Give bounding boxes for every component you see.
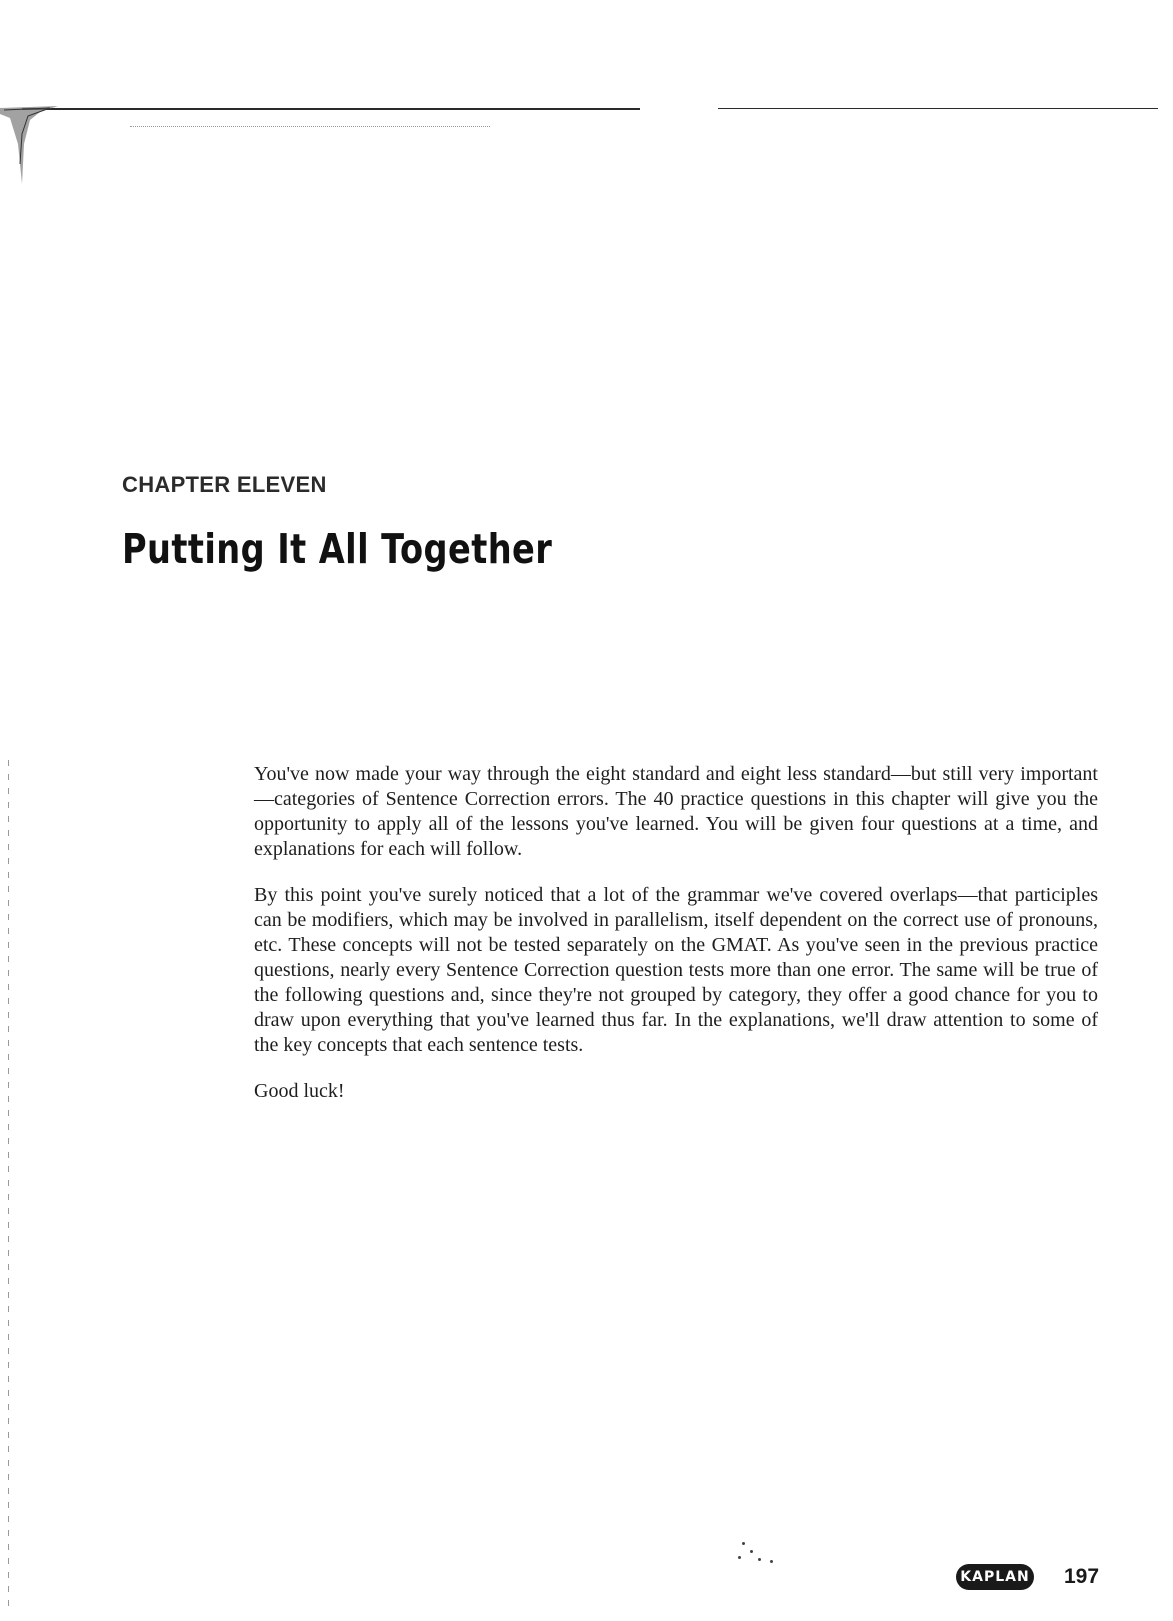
chapter-intro bbox=[254, 762, 1098, 1125]
scan-speck bbox=[742, 1542, 745, 1545]
header-dotted-line bbox=[130, 126, 490, 129]
intro-paragraph-2: By this point you've surely noticed that a lot of the grammar we've covered overlaps—that participles can be modifiers, which may be involved in parallelism, itself dependent on the correct use of pronouns, etc. These concepts will not be tested separately on the GMAT. As you've seen in the previous practice questions, nearly every Sentence Correction question tests more than one error. The same will be true of the following questions and, since they're not grouped by category, they offer a good chance for you to draw upon everything that you've learned thus far. In the explanations, we'll draw attention to some of the key concepts that each sentence tests. bbox=[254, 884, 1098, 1056]
scan-speck bbox=[770, 1560, 773, 1563]
page-footer bbox=[956, 1562, 1099, 1592]
scan-edge-line bbox=[8, 760, 9, 1610]
header-rule-right bbox=[718, 108, 1158, 109]
scan-speck bbox=[750, 1550, 753, 1553]
intro-paragraph-1: You've now made your way through the eight standard and eight less standard—but still very important—categories of Sentence Correction errors. The 40 practice questions in this chapter will give you the opportunity to apply all of the lessons you've learned. You will be given four questions at a time, and explanations for each will follow. bbox=[254, 763, 1098, 860]
scan-speck bbox=[758, 1558, 761, 1561]
intro-paragraph-3: Good luck! bbox=[254, 1080, 345, 1102]
header-rule-left bbox=[22, 108, 640, 110]
scan-speck bbox=[738, 1556, 741, 1559]
chapter-title: Putting It All Together bbox=[122, 525, 553, 573]
corner-mark bbox=[0, 104, 60, 194]
kaplan-logo: KAPLAN bbox=[956, 1564, 1034, 1590]
chapter-label: CHAPTER ELEVEN bbox=[122, 472, 327, 497]
page-number: 197 bbox=[1064, 1565, 1100, 1588]
